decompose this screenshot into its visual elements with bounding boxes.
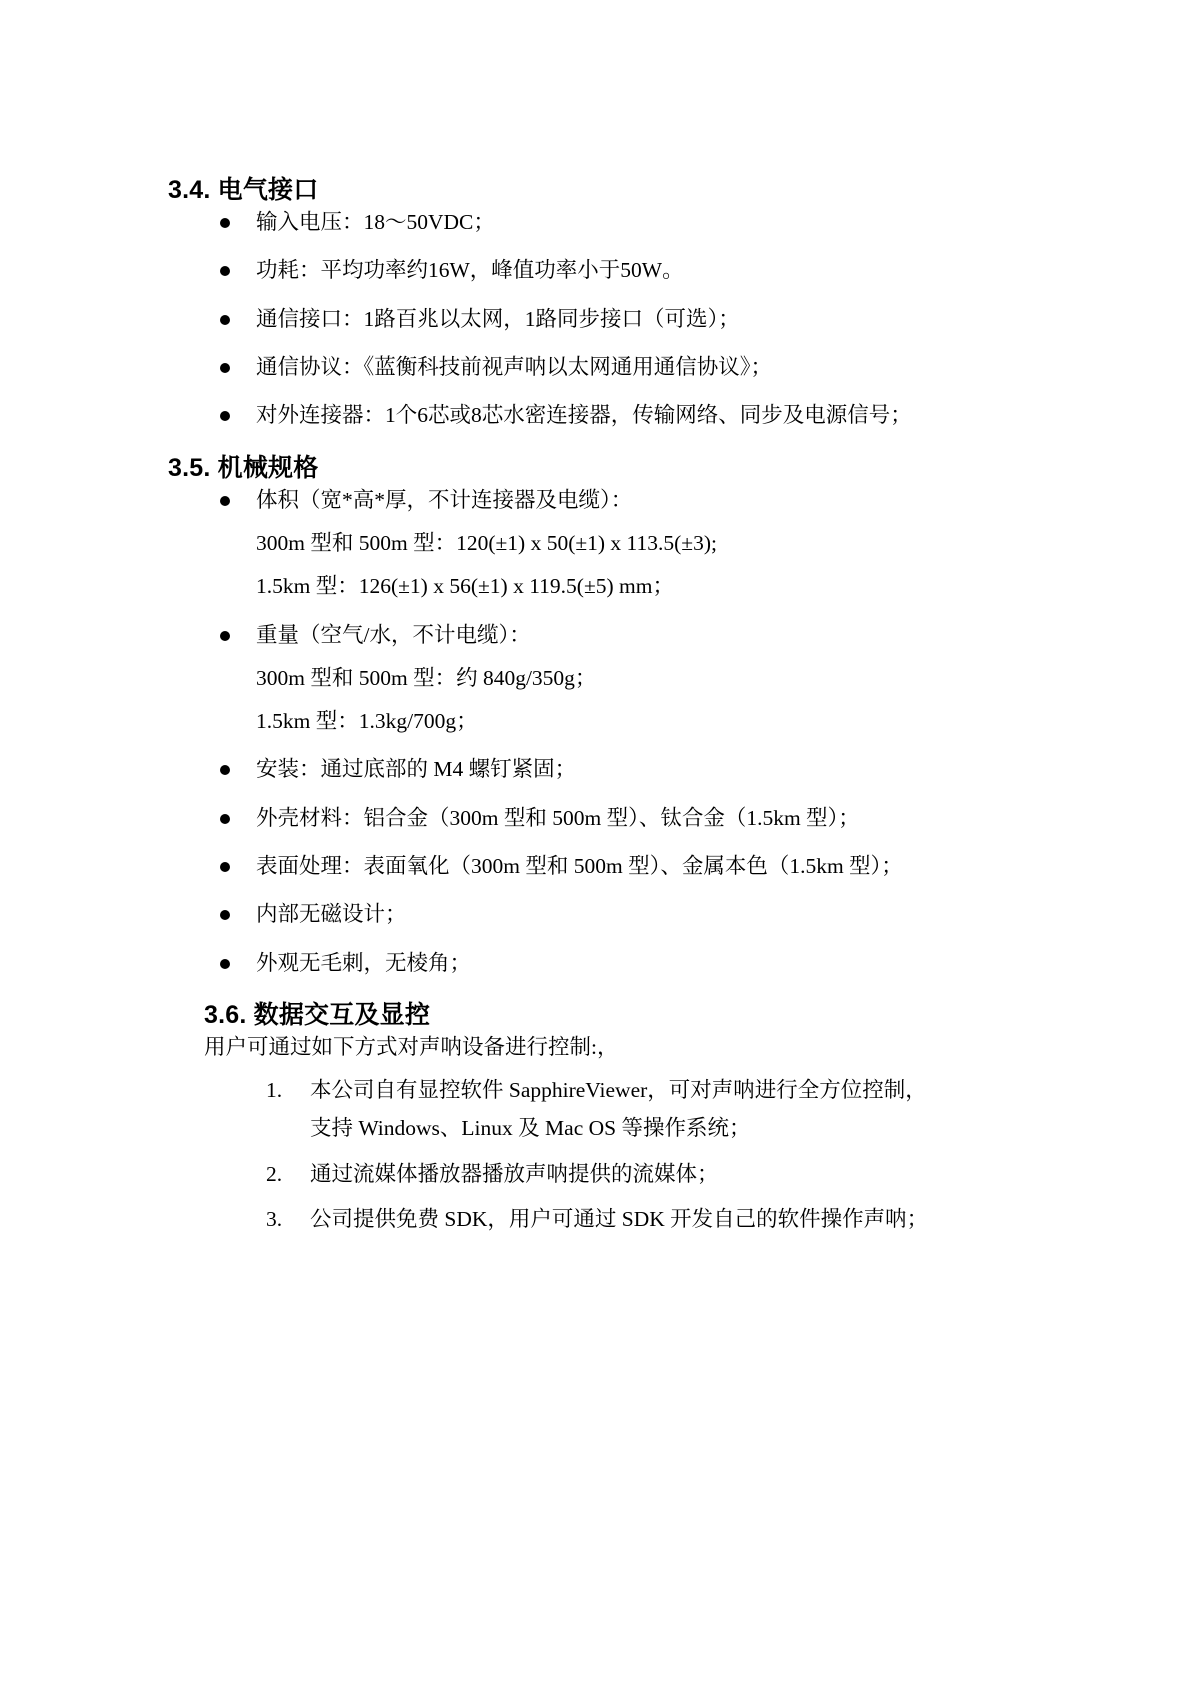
list-item xyxy=(266,1156,1060,1194)
list-item xyxy=(212,898,1060,931)
section-heading-3-6 xyxy=(168,995,1060,1031)
list-item-text: 内部无磁设计； xyxy=(256,902,407,927)
list-item-text: 通信接口：1路百兆以太网，1路同步接口（可选）； xyxy=(256,306,740,331)
list-item xyxy=(212,254,1060,287)
list-item xyxy=(212,753,1060,786)
list-item-subline: 300m 型和 500m 型：120(±1) x 50(±1) x 113.5(±3); xyxy=(256,530,717,555)
list-item xyxy=(212,206,1060,239)
list-item-text: 表面处理：表面氧化（300m 型和 500m 型）、金属本色（1.5km 型）； xyxy=(256,854,903,879)
list-item xyxy=(212,947,1060,980)
section-title: 机械规格 xyxy=(217,453,319,482)
list-item-text: 通过流媒体播放器播放声呐提供的流媒体； xyxy=(310,1161,719,1186)
section-title: 数据交互及显控 xyxy=(253,1001,431,1029)
section-title: 电气接口 xyxy=(217,176,319,204)
section-number: 3.6. xyxy=(204,1001,247,1029)
list-item-text: 重量（空气/水，不计电缆）： xyxy=(256,622,531,647)
list-item-subline: 1.5km 型：1.3kg/700g； xyxy=(256,709,478,734)
section-heading-3-4 xyxy=(168,170,1060,206)
list-item xyxy=(212,399,1060,432)
section-number: 3.4. xyxy=(168,176,211,204)
list-item xyxy=(266,1201,1060,1239)
list-item xyxy=(212,850,1060,883)
list-item xyxy=(212,619,1060,739)
list-item-subline: 1.5km 型：126(±1) x 56(±1) x 119.5(±5) mm； xyxy=(256,574,674,599)
list-item-text: 本公司自有显控软件 SapphireViewer，可对声呐进行全方位控制， xyxy=(310,1078,927,1103)
section-number: 3.5. xyxy=(168,453,211,482)
list-item-text: 外壳材料：铝合金（300m 型和 500m 型）、钛合金（1.5km 型）； xyxy=(256,805,860,830)
list-item-text: 安装：通过底部的 M4 螺钉紧固； xyxy=(256,757,577,782)
list-item-text: 对外连接器：1个6芯或8芯水密连接器，传输网络、同步及电源信号； xyxy=(256,403,912,428)
numbered-list-3-6 xyxy=(168,1072,1060,1239)
list-item-text: 通信协议：《蓝衡科技前视声呐以太网通用通信协议》； xyxy=(256,354,773,379)
section-intro-paragraph: 用户可通过如下方式对声呐设备进行控制:， xyxy=(204,1035,619,1059)
list-item-text: 功耗：平均功率约16W，峰值功率小于50W。 xyxy=(256,258,684,283)
bullet-list-3-4 xyxy=(168,206,1060,433)
list-item xyxy=(212,351,1060,384)
list-item xyxy=(212,303,1060,336)
bullet-list-3-5 xyxy=(168,484,1060,980)
list-item-text: 外观无毛刺，无棱角； xyxy=(256,950,472,975)
list-item xyxy=(212,802,1060,835)
list-item-subline: 300m 型和 500m 型：约 840g/350g； xyxy=(256,665,597,690)
section-heading-3-5 xyxy=(168,448,1060,484)
list-item-text: 公司提供免费 SDK，用户可通过 SDK 开发自己的软件操作声呐； xyxy=(310,1207,929,1232)
list-item-text: 体积（宽*高*厚，不计连接器及电缆）： xyxy=(256,487,633,512)
list-item-text: 输入电压：18～50VDC； xyxy=(256,210,495,234)
list-item-continuation: 支持 Windows、Linux 及 Mac OS 等操作系统； xyxy=(310,1115,751,1140)
list-item xyxy=(266,1072,1060,1147)
list-item xyxy=(212,484,1060,604)
